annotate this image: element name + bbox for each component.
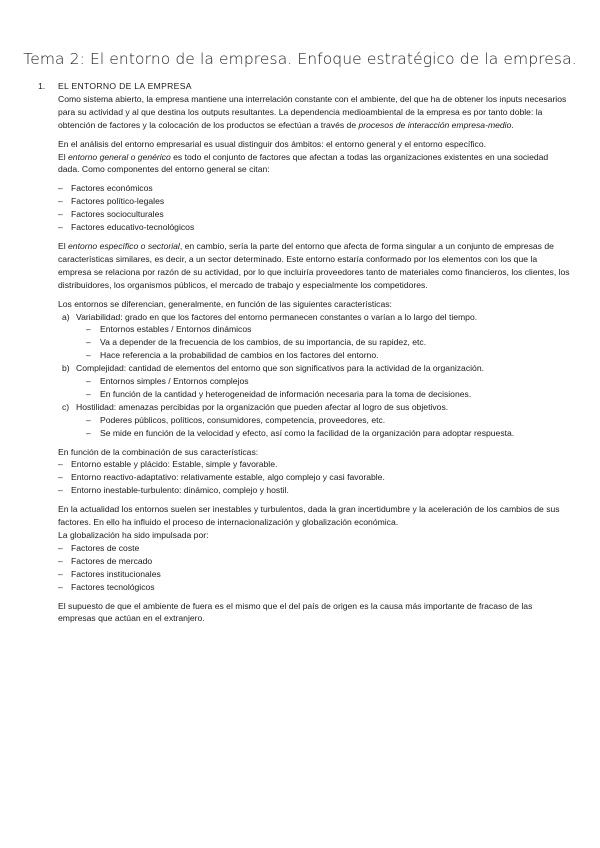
section-number: 1. bbox=[38, 81, 46, 91]
list-general-factors bbox=[58, 182, 572, 234]
paragraph-globalizacion: La globalización ha sido impulsada por: bbox=[58, 530, 209, 540]
list-globalization-factors bbox=[58, 542, 572, 594]
paragraph-caracteristicas: Los entornos se diferencian, generalmente, en función de las siguientes características: bbox=[58, 298, 392, 309]
list-item: – Factores de mercado bbox=[58, 555, 572, 568]
list-item: – Factores tecnológicos bbox=[58, 581, 572, 594]
list-item: – Entorno estable y plácido: Estable, simple y favorable. bbox=[58, 458, 572, 471]
text-span: es todo el conjunto de factores que afectan a todas las organizaciones existentes en una sociedad dada. Como componentes del entorno general se citan: bbox=[58, 151, 549, 175]
paragraph-intro-emphasis: procesos de interacción empresa-medio bbox=[358, 119, 512, 130]
paragraph-entorno-especifico bbox=[58, 240, 572, 292]
characteristic-item bbox=[62, 401, 572, 440]
list-item: – Entorno inestable-turbulento: dinámico, complejo y hostil. bbox=[58, 484, 572, 497]
characteristic-sublist bbox=[86, 323, 572, 362]
list-item: – Entornos simples / Entornos complejos bbox=[86, 375, 572, 388]
characteristics-list bbox=[58, 311, 572, 440]
list-item: – Factores socioculturales bbox=[58, 208, 572, 221]
text-span: El bbox=[58, 151, 69, 162]
list-letter: c) bbox=[62, 401, 70, 412]
list-item: – Se mide en función de la velocidad y efecto, así como la facilidad de la organización para adoptar respuesta. bbox=[86, 427, 572, 440]
section-title: EL ENTORNO DE LA EMPRESA bbox=[58, 81, 192, 91]
list-item: – Poderes públicos, políticos, consumidores, competencia, proveedores, etc. bbox=[86, 414, 572, 427]
paragraph-intro bbox=[58, 93, 572, 132]
characteristic-text: Complejidad: cantidad de elementos del entorno que son significativos para la actividad de la organización. bbox=[76, 363, 484, 374]
list-item: – Factores económicos bbox=[58, 182, 572, 195]
paragraph-conclusion: El supuesto de que el ambiente de fuera es el mismo que el del país de origen es la causa más importante de fracaso de las empresas que actúan en el extranjero. bbox=[58, 600, 533, 624]
characteristic-item bbox=[62, 362, 572, 401]
list-item: – Entorno reactivo-adaptativo: relativamente estable, algo complejo y casi favorable. bbox=[58, 471, 572, 484]
document-title: Tema 2: El entorno de la empresa. Enfoque estratégico de la empresa. bbox=[23, 50, 577, 68]
text-span: El bbox=[58, 240, 69, 251]
section-body bbox=[58, 93, 572, 625]
emphasis-entorno-especifico: entorno específico o sectorial bbox=[68, 240, 180, 251]
characteristic-text: Hostilidad: amenazas percibidas por la organización que pueden afectar al logro de sus objetivos. bbox=[76, 401, 449, 412]
list-combinations bbox=[58, 458, 572, 497]
list-item: – Factores educativo-tecnológicos bbox=[58, 221, 572, 234]
paragraph-entorno-general bbox=[58, 151, 572, 177]
list-item: – Va a depender de la frecuencia de los cambios, de su importancia, de su rapidez, etc. bbox=[86, 336, 572, 349]
section-heading bbox=[38, 80, 572, 93]
paragraph-combinacion: En función de la combinación de sus características: bbox=[58, 446, 259, 457]
list-item: – Factores institucionales bbox=[58, 568, 572, 581]
paragraph-ambitos: En el análisis del entorno empresarial es usual distinguir dos ámbitos: el entorno general y el entorno específico. bbox=[58, 138, 487, 149]
list-item: – Hace referencia a la probabilidad de cambios en los factores del entorno. bbox=[86, 349, 572, 362]
document-content bbox=[38, 80, 572, 631]
characteristic-sublist bbox=[86, 414, 572, 440]
text-span: , en cambio, sería la parte del entorno que afecta de forma singular a un conjunto de empresas de características similares, es decir, a un sector determinado. Este entorno estaría conformado por los elementos con los que la empresa se relaciona por razón de su actividad, por lo que incluiría proveedores tanto de materiales como financieros, los clientes, los distribuidores, los organismos públicos, el mercado de trabajo y especialmente los competidores. bbox=[58, 240, 570, 290]
characteristic-item bbox=[62, 311, 572, 363]
list-item: – Entornos estables / Entornos dinámicos bbox=[86, 323, 572, 336]
list-item: – Factores de coste bbox=[58, 542, 572, 555]
characteristic-sublist bbox=[86, 375, 572, 401]
list-item: – En función de la cantidad y heterogeneidad de información necesaria para la toma de decisiones. bbox=[86, 388, 572, 401]
paragraph-actualidad: En la actualidad los entornos suelen ser inestables y turbulentos, dada la gran incertidumbre y la aceleración de los cambios de sus factores. En ello ha influido el proceso de internacionalización y globalización económica. bbox=[58, 504, 560, 528]
list-item: – Factores político-legales bbox=[58, 195, 572, 208]
characteristic-text: Variabilidad: grado en que los factores del entorno permanecen constantes o varían a lo largo del tiempo. bbox=[76, 311, 478, 322]
emphasis-entorno-general: entorno general o genérico bbox=[68, 151, 171, 162]
paragraph-intro-text: Como sistema abierto, la empresa mantiene una interrelación constante con el ambiente, del que ha de obtener los inputs necesarios para su actividad y al que destina los outputs resultantes. La dependencia medioambiental de la empresa es por tanto doble: la obtención de factores y la colocación de los productos se efectúan a través de bbox=[58, 93, 567, 130]
list-letter: a) bbox=[62, 311, 70, 322]
list-letter: b) bbox=[62, 363, 70, 374]
paragraph-intro-end: . bbox=[511, 119, 514, 130]
